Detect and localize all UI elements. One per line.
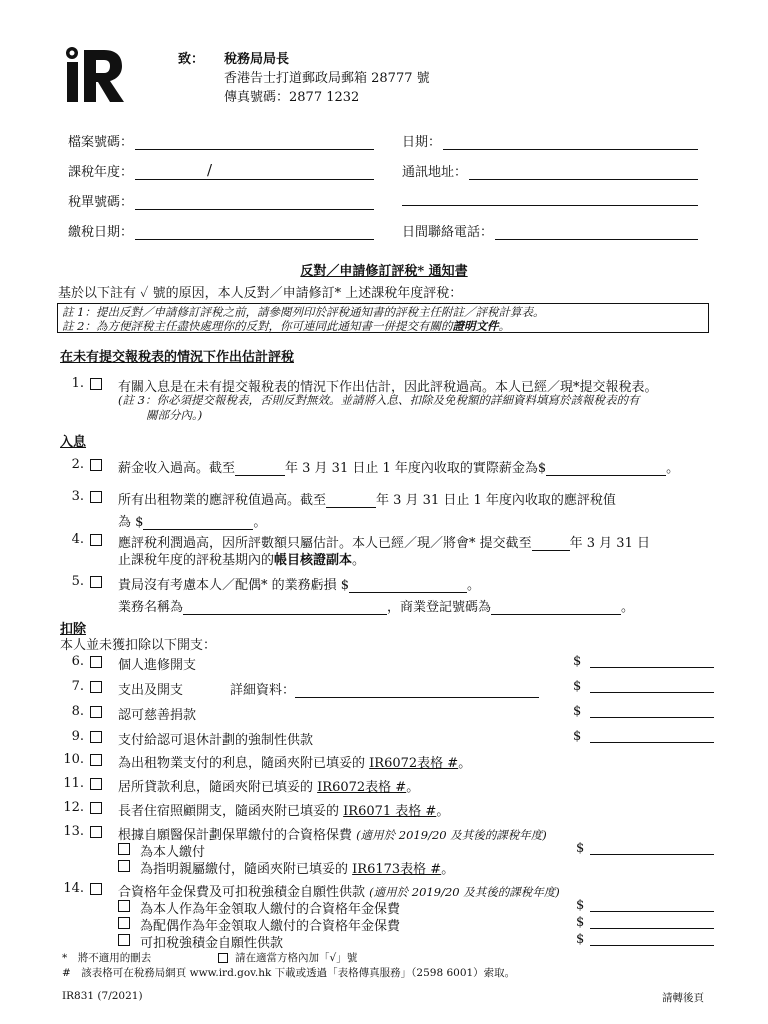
item-6-amount[interactable] (590, 654, 714, 668)
ir6072-form-link-2: IR6072表格 # (317, 780, 407, 795)
header-row-1 (68, 131, 698, 149)
header-row-3 (68, 191, 698, 209)
item-13a-checkbox[interactable] (118, 843, 130, 855)
intro-text: 基於以下註有 ✓ 號的原因，本人反對／申請修訂* 上述課稅年度評稅： (58, 286, 463, 301)
addressee-block (178, 50, 430, 107)
header-row-4 (68, 221, 698, 239)
addressee-title: 稅務局局長 (224, 52, 290, 67)
business-name-field[interactable] (183, 601, 387, 615)
item-14b-amount[interactable] (590, 915, 714, 929)
deductions-subtitle: 本人並未獲扣除以下開支： (60, 638, 217, 653)
please-turn-over: 請轉後頁 (662, 992, 704, 1004)
item-3-value-field[interactable] (143, 516, 253, 530)
notes-box (57, 303, 709, 333)
ird-logo (62, 46, 126, 104)
payment-date-field[interactable]: 繳稅日期： (68, 221, 374, 240)
item-14c-amount[interactable] (590, 932, 714, 946)
form-title: 反對／申請修訂評稅* 通知書 (300, 264, 468, 279)
item-2-checkbox[interactable] (90, 459, 102, 471)
item-3-checkbox[interactable] (90, 491, 102, 503)
item-14-checkbox[interactable] (90, 883, 102, 895)
item-4-year-field[interactable] (532, 537, 570, 551)
footnote-hash: # 該表格可在稅務局網頁 www.ird.gov.hk 下載或透過「表格傳真服務」（2598 6001）索取。 (62, 967, 516, 979)
item-14b-checkbox[interactable] (118, 917, 130, 929)
ir6072-form-link: IR6072表格 # (369, 756, 459, 771)
item-10-checkbox[interactable] (90, 754, 102, 766)
item-2-year-field[interactable] (235, 462, 285, 476)
item-7-details-field[interactable] (295, 684, 539, 698)
year-of-assessment-field[interactable]: 課稅年度： / (68, 161, 374, 180)
to-label: 致： (178, 52, 205, 67)
form-code: IR831 (7/2021) (62, 990, 143, 1002)
header-row-2 (68, 161, 698, 179)
business-registration-field[interactable] (491, 601, 621, 615)
item-2-salary-field[interactable] (546, 462, 666, 476)
item-12-checkbox[interactable] (90, 802, 102, 814)
item-14a-checkbox[interactable] (118, 900, 130, 912)
ir6173-form-link: IR6173表格 # (352, 862, 442, 877)
section-estimated-assessment-title: 在未有提交報稅表的情況下作出估計評稅 (60, 350, 295, 365)
footnote-star: * 將不適用的刪去 (62, 952, 152, 964)
section-deductions-title: 扣除 (60, 622, 87, 637)
footnote-checkbox-icon (218, 953, 228, 963)
address-line-2[interactable] (402, 191, 698, 206)
addressee-address: 香港告士打道郵政局郵箱 28777 號 (224, 71, 430, 86)
item-8-checkbox[interactable] (90, 706, 102, 718)
year-slash: / (207, 161, 213, 179)
item-5-loss-field[interactable] (349, 579, 467, 593)
item-5-checkbox[interactable] (90, 576, 102, 588)
item-9-amount[interactable] (590, 729, 714, 743)
item-7-checkbox[interactable] (90, 681, 102, 693)
item-1-checkbox[interactable] (90, 378, 102, 390)
item-9-checkbox[interactable] (90, 731, 102, 743)
footnote-tick: 請在適當方格內加「√」號 (235, 952, 358, 964)
fax-number: 傳真號碼：2877 1232 (224, 90, 360, 105)
item-8-amount[interactable] (590, 704, 714, 718)
assessment-no-field[interactable]: 稅單號碼： (68, 191, 374, 210)
item-14c-checkbox[interactable] (118, 934, 130, 946)
item-3-year-field[interactable] (326, 494, 376, 508)
item-13a-amount[interactable] (590, 841, 714, 855)
daytime-phone-field[interactable]: 日間聯絡電話： (402, 221, 698, 240)
item-13-checkbox[interactable] (90, 826, 102, 838)
note-2: 註 2：為方便評稅主任盡快處理你的反對，你可連同此通知書一併提交有關的證明文件。 (62, 319, 510, 333)
ir6071-form-link: IR6071 表格 # (343, 804, 437, 819)
section-income-title: 入息 (60, 435, 87, 450)
item-6-checkbox[interactable] (90, 656, 102, 668)
item-14a-amount[interactable] (590, 898, 714, 912)
item-7-amount[interactable] (590, 679, 714, 693)
item-13b-checkbox[interactable] (118, 860, 130, 872)
note-1: 註 1：提出反對／申請修訂評稅之前，請參閱列印於評稅通知書的評稅主任附註／評稅計算表。 (62, 305, 545, 319)
correspondence-address-field[interactable]: 通訊地址： (402, 161, 698, 180)
item-11-checkbox[interactable] (90, 778, 102, 790)
date-field[interactable]: 日期： (402, 131, 698, 150)
item-4-checkbox[interactable] (90, 534, 102, 546)
file-no-field[interactable]: 檔案號碼： (68, 131, 374, 150)
